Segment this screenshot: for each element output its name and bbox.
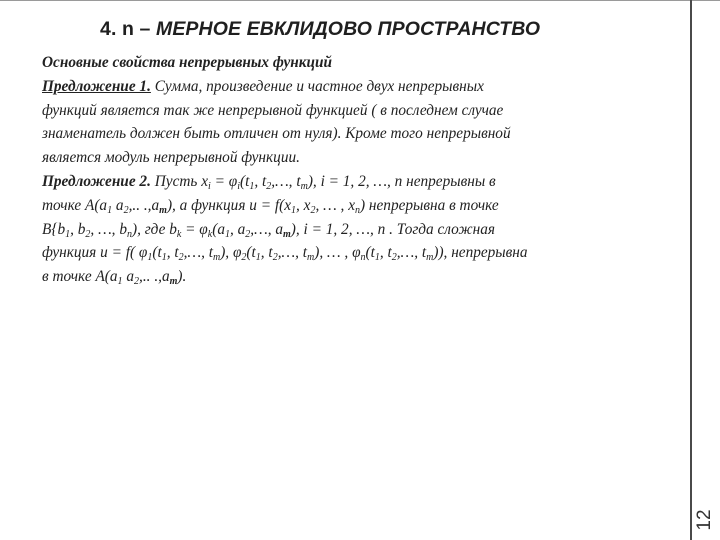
proposition-2-line-1: Предложение 2. Пусть $x_i = \varphi_i(t_1$, $t_2,\dots$, $t_m$), i = 1, 2, …, n непрерывны в bbox=[42, 172, 496, 192]
top-rule bbox=[0, 0, 720, 1]
proposition-2-label: Предложение 2. bbox=[42, 172, 151, 190]
title-text: МЕРНОЕ ЕВКЛИДОВО ПРОСТРАНСТВО bbox=[155, 18, 541, 40]
proposition-1-line-3: знаменатель должен быть отличен от нуля). Кроме того непрерывной bbox=[42, 125, 511, 143]
proposition-1-label: Предложение 1. bbox=[42, 77, 151, 95]
proposition-1-line-2: функций является так же непрерывной функцией ( в последнем случае bbox=[42, 101, 504, 119]
proposition-2-line-4: функция u = f( $\varphi_1(t_1$, $t_2,\dots$, $t_m$), $\varphi_2(t_1$, $t_2,\dots$, $t_m$), … , $\varphi_n(t_1$, $t_2,\dots$, $t_m$)), непрерывна bbox=[42, 244, 528, 264]
proposition-2-line-5: в точке $A(a_1$ $a_2$,.. $.,a_m$). bbox=[42, 268, 187, 288]
proposition-1-line-1: Предложение 1. Сумма, произведение и частное двух непрерывных bbox=[42, 77, 484, 95]
proposition-2-line-2: точке $A(a_1$ $a_2$,.. $.,a_m$), а функция $u = f(x_1$, $x_2$, … , $x_n$) непрерывна в точке bbox=[42, 196, 499, 216]
title-number: 4. n – bbox=[100, 18, 156, 40]
page-number: 12 bbox=[694, 509, 715, 531]
slide-title bbox=[100, 18, 540, 41]
section-heading: Основные свойства непрерывных функций bbox=[42, 54, 333, 71]
proposition-1-line-4: является модуль непрерывной функции. bbox=[42, 149, 300, 167]
slide-body bbox=[42, 51, 692, 289]
proposition-2-line-3: $B\{b_1$, $b_2$, …, $b_n$), где $b_k = \varphi_k(a_1$, $a_2,\dots$, $a_m$), i = 1, 2, …, n . Тогда сложная bbox=[42, 220, 496, 240]
